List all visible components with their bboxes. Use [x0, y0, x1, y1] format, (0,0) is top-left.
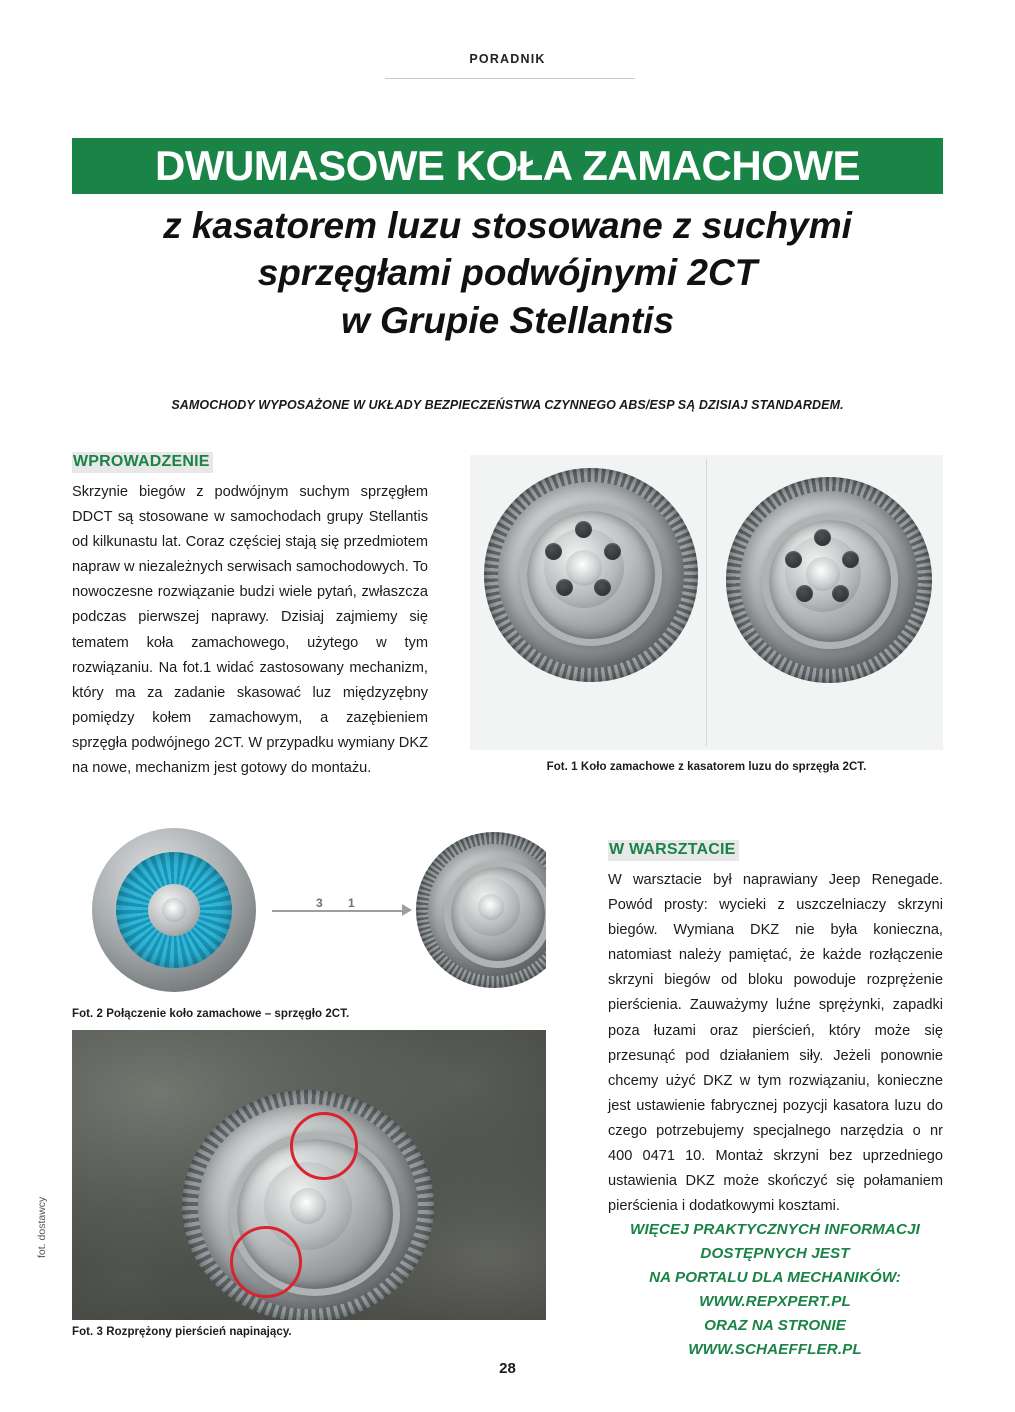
flywheel-right-bolt: [832, 585, 849, 602]
header-divider: [385, 78, 635, 79]
workshop-heading: W WARSZTACIE: [608, 840, 739, 861]
article-title-bar: [72, 138, 943, 194]
workshop-body: W warsztacie był naprawiany Jeep Renegade. Powód prosty: wycieki z uszczelniaczy skrzyni biegów. Wymiana DKZ nie była konieczna, natomiast należy pamiętać, że każde rozłączenie skrzyni biegów od bloku powoduje rozprężenie pierścienia. Zauważymy luźne sprężynki, zapadki poza łuzami oraz pierścień, który może się przesunąć pod działaniem siły. Jeżeli ponownie chcemy użyć DKZ w tym rozwiązaniu, konieczne jest ustawienie fabrycznej pozycji kasatora luzu do czego potrzebujemy specjalnego narzędzia o nr 400 0471 10. Montaż skrzyni bez uprzedniego ustawienia DKZ może skończyć się połamaniem pierścienia i dodatkowymi kosztami.: [608, 872, 943, 1215]
annotation-circle-upper: [290, 1112, 358, 1180]
article-standfirst: SAMOCHODY WYPOSAŻONE W UKŁADY BEZPIECZEŃSTWA CZYNNEGO ABS/ESP SĄ DZISIAJ STANDARDEM.: [171, 398, 844, 412]
promo-link-repxpert[interactable]: WWW.REPXPERT.PL: [699, 1293, 851, 1311]
promo-line-2: DOSTĘPNYCH JEST: [700, 1245, 850, 1263]
flywheel-right-bolt: [785, 551, 802, 568]
promo-link-schaeffler[interactable]: WWW.SCHAEFFLER.PL: [688, 1341, 862, 1359]
figure-2-flywheel-center: [478, 894, 504, 920]
intro-column: [72, 452, 428, 781]
subtitle-line-2: sprzęgłami podwójnymi 2CT: [257, 252, 758, 294]
intro-body: Skrzynie biegów z podwójnym suchym sprzęgłem DDCT są stosowane w samochodach grupy Stellantis od kilkunastu lat. Coraz częściej stają się przedmiotem napraw w niezależnych serwisach samochodowych. To nowoczesne rozwiązanie budzi wiele pytań, zwłaszcza podczas pierwszej naprawy. Dzisiaj zajmiemy się tematem koła zamachowego, użytego w tym rozwiązaniu. Na fot.1 widać zastosowany mechanizm, który ma za zadanie skasować luz międzyzębny pomiędzy kołem zamachowym, a zazębieniem sprzęgła podwójnego 2CT. W przypadku wymiany DKZ na nowe, mechanizm jest gotowy do montażu.: [72, 484, 428, 777]
subtitle-line-1: z kasatorem luzu stosowane z suchymi: [163, 205, 852, 246]
annotation-circle-lower: [230, 1226, 302, 1298]
promo-line-3: NA PORTALU DLA MECHANIKÓW:: [649, 1269, 901, 1287]
figure-2-arrow-head: [402, 904, 412, 916]
figure-3-caption: Fot. 3 Rozprężony pierścień napinający.: [72, 1326, 292, 1338]
figure-2-number-3: 3: [316, 896, 323, 910]
figure-2-connector-line: [272, 910, 402, 912]
figure-2-caption: Fot. 2 Połączenie koło zamachowe – sprzęgło 2CT.: [72, 1008, 350, 1020]
flywheel-left-bolt: [545, 543, 562, 560]
section-kicker: PORADNIK: [469, 52, 546, 66]
photo-credit: fot. dostawcy: [36, 1196, 48, 1258]
figure-3-flywheel-center: [290, 1188, 326, 1224]
flywheel-right-bolt: [842, 551, 859, 568]
article-subtitle: [72, 202, 943, 344]
figure-2-number-1: 1: [348, 896, 355, 910]
promo-line-5: ORAZ NA STRONIE: [704, 1317, 846, 1335]
page-header: [0, 52, 1015, 66]
flywheel-left-bolt: [604, 543, 621, 560]
flywheel-right-bolt: [796, 585, 813, 602]
flywheel-left-bolt: [594, 579, 611, 596]
flywheel-left-bolt: [575, 521, 592, 538]
page-number: 28: [499, 1360, 516, 1377]
figure-1-caption: Fot. 1 Koło zamachowe z kasatorem luzu do sprzęgła 2CT.: [546, 761, 867, 773]
intro-heading: WPROWADZENIE: [72, 452, 213, 473]
page-title: DWUMASOWE KOŁA ZAMACHOWE: [154, 142, 860, 189]
figure-3-image: [72, 1030, 546, 1320]
flywheel-right-bolt: [814, 529, 831, 546]
workshop-column: [608, 840, 943, 1219]
subtitle-line-3: w Grupie Stellantis: [340, 299, 675, 341]
promo-line-1: WIĘCEJ PRAKTYCZNYCH INFORMACJI: [630, 1221, 920, 1238]
clutch-assembly-center: [162, 898, 186, 922]
promo-block: [600, 1218, 950, 1362]
figure-1-image: [470, 455, 943, 750]
figure-2-image: [72, 816, 546, 996]
flywheel-left-bolt: [556, 579, 573, 596]
figure-1-divider: [706, 459, 707, 746]
